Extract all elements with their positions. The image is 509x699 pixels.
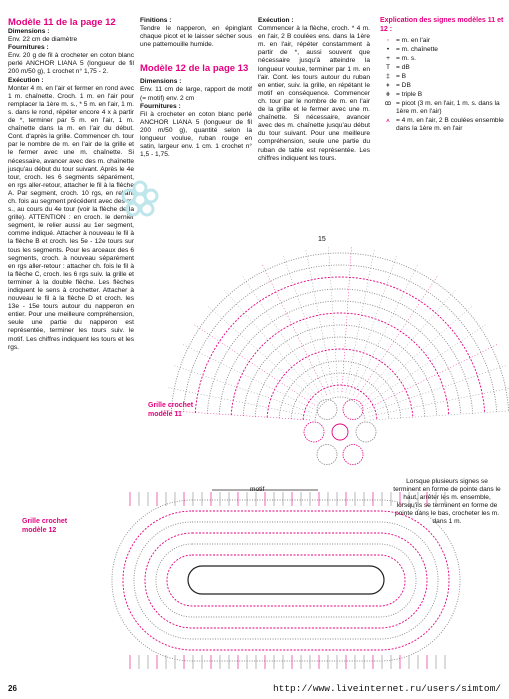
legend-row <box>380 55 504 63</box>
legend-label: = m. chaînette <box>396 46 438 53</box>
runner-round <box>134 522 438 639</box>
legend-label: = triple B <box>396 91 423 98</box>
legend-label: = m. en l'air <box>396 37 431 44</box>
legend-row <box>380 46 504 54</box>
symbol-legend <box>380 17 504 134</box>
source-url: http://www.liveinternet.ru/users/simtom/ <box>272 683 501 694</box>
motif-label: motif <box>250 486 265 493</box>
center-petal <box>317 445 337 465</box>
chart-round <box>183 265 496 412</box>
ribbon-center <box>188 566 384 594</box>
grille12-label: Grille crochet modèle 12 <box>22 518 68 534</box>
chart-spoke <box>208 307 317 403</box>
flower-ornament <box>120 180 160 220</box>
dimensions-heading-12: Dimensions : <box>140 78 182 86</box>
model12-title: Modèle 12 de la page 13 <box>140 63 249 75</box>
chart-round <box>267 349 413 417</box>
chart-spoke <box>363 307 472 403</box>
center-petal <box>317 399 337 419</box>
execution-text: Monter 4 m. en l'air et fermer en rond avec 1 m. chaînette. Croch. 1 m. en l'air pour remplacer la 1ère m. s., * 5 m. en l'air, 1 m. s. dans le rond, répéter encore 4 x à partir de *, terminer par 5 m. en l'air, 1 m. chaînette dans la m. en l'air du début. Cont. d'après la grille. Commencer ch. tour par le nombre de m. en l'air de la grille et le fermer avec une m. chaînette. Si nécessaire, avancer avec des m. chaînette jusqu'au début du tour suivant. Après le 4e tour, croch. les 6 segments séparément, en rgs aller-retour, attacher le fil à la flèche A. Par segment, croch. 10 rgs, en reliant ch. fois au segment précédent avec des m. s., au cours du 4e tour (voir la flèche de la grille). ATTENTION : en croch. le dernier segment, le relier aussi au 1er segment, comme indiqué. Attacher à nouveau le fil à la flèche B et croch. les 5e - 12e tours sur tous les segments. Pour les arceaux des 6 segments, croch. à nouveau séparément en rgs aller-retour : attacher ch. fois le fil à la flèche C, croch. les 6 rgs suiv. la grille et terminer à la double flèche. Les flèches indiquent le sens à crochetter. Attacher à nouveau le fil à la flèche D et croch. les 13e - 15e tours autour du napperon en entier. Pour une meilleure compréhension, seule une partie du napperon est représentée, terminer les tours suiv. le motif. Les chiffres indiquent les tours et les rgs. <box>8 84 134 351</box>
legend-label: = DB <box>396 82 411 89</box>
chart-round <box>291 373 389 419</box>
runner-round <box>123 511 449 650</box>
chart-spoke <box>357 276 438 397</box>
center-petal <box>343 399 363 419</box>
legend-symbol-icon: ⩚ <box>386 117 390 124</box>
legend-label: = m. s. <box>396 55 416 62</box>
dimensions-text-12: Env. 11 cm de large, rapport de motif (= motif) env. 2 cm <box>140 86 252 102</box>
execution-heading-12: Exécution : <box>258 17 294 24</box>
legend-label: = 4 m. en l'air, 2 B coulées ensemble dans la 1ère m. en l'air <box>396 117 504 132</box>
legend-title: Explication des signes modèles 11 et 12 : <box>380 17 504 33</box>
runner-round <box>167 555 405 606</box>
fournitures-text: Env. 20 g de fil à crocheter en coton blanc perlé ANCHOR LIANA 5 (longueur de fil 200 m/50 g), 1 crochet n° 1,75 - 2. <box>8 52 134 76</box>
legend-label: = B <box>396 73 407 80</box>
legend-label: = dB <box>396 64 410 71</box>
chart-round <box>303 385 377 420</box>
chart-spoke <box>353 265 417 395</box>
chart-spoke <box>183 345 313 409</box>
legend-row <box>380 64 504 72</box>
dimensions-text: Env. 22 cm de diamètre <box>8 36 78 44</box>
execution-text-12: Commencer à la flèche, croch. * 4 m. en l'air, 2 B coulées ens. dans la 1ère m. en l'air, répéter constamment à partir de *, aussi souvent que nécessaire jusqu'à atteindre la longueur voulue, terminer par 1 m. en l'air. Cont. les tours autour du ruban en entier, suiv. la grille, en répétant le motif en conséquence. Commencer ch. tour par le nombre de m. en l'air de la grille et le fermer avec une m. chaînette. Si nécessaire, avancer avec des m. chaînette jusqu'au début du tour suivant. Pour une meilleure compréhension, seule une partie du ruban de table est représentée. Les chiffres indiquent les tours. <box>258 25 370 162</box>
legend-row <box>380 82 504 90</box>
grille11-label: Grille crochet modèle 11 <box>148 402 194 418</box>
crochet-chart-model12 <box>100 488 472 673</box>
chart-spoke <box>360 290 456 399</box>
runner-round <box>145 533 427 628</box>
center-ring <box>332 424 348 440</box>
legend-row <box>380 100 504 116</box>
chart-spoke <box>225 290 321 399</box>
chart-spoke <box>342 247 351 392</box>
chart-round <box>219 301 461 414</box>
legend-symbol-icon: ◦ <box>386 37 390 44</box>
legend-symbol-icon: + <box>386 55 390 62</box>
fournitures-text-12: Fil à crocheter en coton blanc perlé ANCHOR LIANA 5 (longueur de fil 200 m/50 g), quantité selon la longueur voulue, ruban rouge en satin, largeur env. 1 cm. 1 crochet n° 1,5 - 1,75. <box>140 110 252 159</box>
chart-spoke <box>243 276 324 397</box>
chart-round <box>195 277 484 413</box>
legend-symbol-icon: T <box>385 64 391 71</box>
fournitures-heading: Fournitures : <box>8 44 49 52</box>
chart-round <box>243 325 437 416</box>
legend-row <box>380 73 504 81</box>
chart-spoke <box>365 325 486 406</box>
model11-title: Modèle 11 de la page 12 <box>8 17 116 28</box>
legend-row <box>380 117 504 133</box>
model12-execution <box>258 17 370 163</box>
round-number-15: 15 <box>318 236 326 243</box>
page-number: 26 <box>8 684 17 693</box>
crochet-chart-model11 <box>180 222 500 492</box>
chart-spoke <box>194 325 315 406</box>
legend-symbol-icon: ꝏ <box>384 100 392 107</box>
legend-symbol-icon: ⧺ <box>385 91 391 98</box>
chart-spoke <box>369 388 509 416</box>
legend-symbol-icon: ⧧ <box>386 82 390 89</box>
chart-round <box>279 361 401 418</box>
chart-round <box>231 313 449 415</box>
center-petal <box>356 422 376 442</box>
dimensions-heading: Dimensions : <box>8 28 50 35</box>
legend-row <box>380 91 504 99</box>
fournitures-heading-12: Fournitures : <box>140 102 181 110</box>
chart-spoke <box>329 247 338 392</box>
center-petal <box>343 445 363 465</box>
model12-instructions <box>140 17 252 159</box>
finitions-text: Tendre le napperon, en épinglant chaque picot et le laisser sécher sous une pattemouille humide. <box>140 25 252 49</box>
finitions-heading: Finitions : <box>140 17 172 24</box>
model11-instructions <box>8 17 134 352</box>
legend-row <box>380 37 504 45</box>
center-petal <box>304 422 324 442</box>
execution-heading: Exécution : <box>8 76 44 84</box>
runner-round <box>112 500 460 661</box>
symbols-note: Lorsque plusieurs signes se terminent en forme de pointe dans le haut, arrêter les m. ensemble, lorsqu'ils se terminent en forme de pointe dans le bas, crocheter les m. dans 1 m. <box>393 478 501 525</box>
legend-symbol-icon: • <box>386 46 390 53</box>
legend-label: = picot (3 m. en l'air, 1 m. s. dans la 1ère m. en l'air) <box>396 100 500 115</box>
legend-symbol-icon: ‡ <box>386 73 390 80</box>
